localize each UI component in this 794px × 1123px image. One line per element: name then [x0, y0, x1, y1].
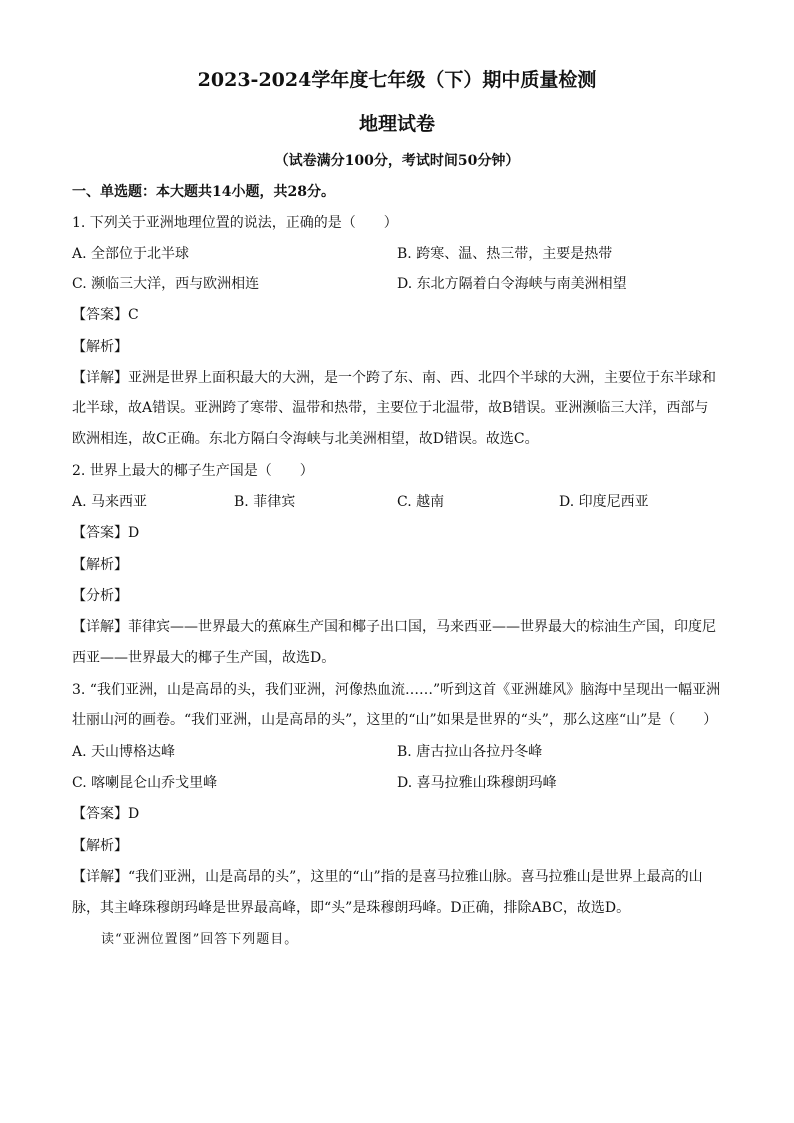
read-prompt: 读“亚洲位置图”回答下列题目。	[101, 932, 299, 947]
question-1-detail-line: 【详解】亚洲是世界上面积最大的大洲，是一个跨了东、南、西、北四个半球的大洲，主要位于东半球和	[72, 370, 716, 386]
question-2-analysis: 【解析】	[72, 557, 128, 573]
question-2-detail-line: 【详解】菲律宾——世界最大的蕉麻生产国和椰子出口国，马来西亚——世界最大的棕油生产国，印度尼	[72, 619, 716, 635]
question-2-option-b: B. 菲律宾	[234, 494, 296, 510]
question-3-option-b: B. 唐古拉山各拉丹冬峰	[397, 744, 543, 760]
exam-note: （试卷满分100分，考试时间50分钟）	[274, 153, 520, 169]
question-1-option-d: D. 东北方隔着白令海峡与南美洲相望	[397, 276, 627, 292]
exam-subject: 地理试卷	[358, 113, 435, 135]
section-heading: 一、单选题：本大题共14小题，共28分。	[72, 184, 335, 200]
question-3-answer: 【答案】D	[72, 806, 140, 822]
exam-title: 2023-2024学年度七年级（下）期中质量检测	[197, 69, 597, 91]
question-1-analysis: 【解析】	[72, 339, 128, 355]
question-3-option-c: C. 喀喇昆仑山乔戈里峰	[72, 775, 218, 791]
question-2-fenxi: 【分析】	[72, 588, 128, 604]
question-1-detail-line: 北半球，故A错误。亚洲跨了寒带、温带和热带，主要位于北温带，故B错误。亚洲濒临三大洋，西部与	[72, 400, 709, 416]
question-2-detail-line: 西亚——世界最大的椰子生产国，故选D。	[72, 650, 336, 666]
question-2-stem: 2. 世界上最大的椰子生产国是（ ）	[72, 463, 314, 479]
question-3-stem-line: 壮丽山河的画卷。“我们亚洲，山是高昂的头”，这里的“山”如果是世界的“头”，那么这座“山”是（ ）	[72, 712, 718, 728]
question-1-option-c: C. 濒临三大洋，西与欧洲相连	[72, 276, 260, 292]
question-3-option-d: D. 喜马拉雅山珠穆朗玛峰	[397, 775, 557, 791]
question-2-option-d: D. 印度尼西亚	[559, 494, 649, 510]
question-2-option-a: A. 马来西亚	[72, 494, 148, 510]
question-1-answer: 【答案】C	[72, 307, 139, 323]
question-3-analysis: 【解析】	[72, 838, 128, 854]
question-3-detail-line: 脉，其主峰珠穆朗玛峰是世界最高峰，即“头”是珠穆朗玛峰。D正确，排除ABC，故选D。	[72, 900, 631, 916]
question-3-detail-line: 【详解】“我们亚洲，山是高昂的头”，这里的“山”指的是喜马拉雅山脉。喜马拉雅山是世界上最高的山	[72, 869, 703, 885]
question-1-option-a: A. 全部位于北半球	[72, 246, 190, 262]
question-2-option-c: C. 越南	[397, 494, 445, 510]
question-1-option-b: B. 跨寒、温、热三带，主要是热带	[397, 246, 613, 262]
question-3-stem-line: 3. “我们亚洲，山是高昂的头，我们亚洲，河像热血流……”听到这首《亚洲雄风》脑海中呈现出一幅亚洲	[72, 682, 721, 698]
question-3-option-a: A. 天山博格达峰	[72, 744, 176, 760]
question-2-answer: 【答案】D	[72, 525, 140, 541]
question-1-stem: 1. 下列关于亚洲地理位置的说法，正确的是（ ）	[72, 215, 398, 231]
question-1-detail-line: 欧洲相连，故C正确。东北方隔白令海峡与北美洲相望，故D错误。故选C。	[72, 431, 539, 447]
